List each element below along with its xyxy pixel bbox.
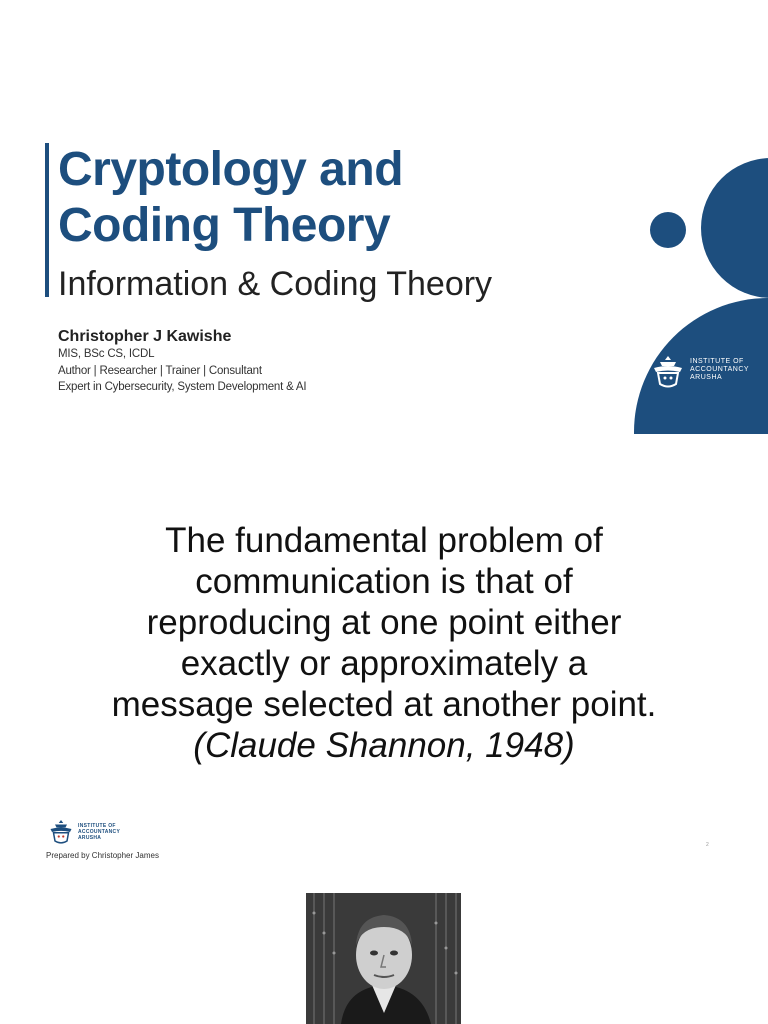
quote-line: message selected at another point.	[111, 685, 657, 724]
institute-name-small	[78, 823, 120, 841]
title-line-1: Cryptology and	[58, 143, 404, 196]
quote-line: communication is that of	[195, 562, 573, 601]
decorative-dot	[650, 212, 686, 248]
institute-name	[690, 358, 749, 382]
logo-text-line: ACCOUNTANCY	[690, 366, 750, 373]
quote-line: reproducing at one point either	[146, 603, 622, 642]
prepared-by: Prepared by Christopher James	[46, 851, 159, 860]
title-line-2: Coding Theory	[58, 199, 391, 252]
portrait-illustration	[306, 893, 461, 1024]
institute-crest-icon	[46, 817, 76, 847]
slide-subtitle: Information & Coding Theory	[58, 265, 493, 303]
decorative-circle	[701, 158, 768, 298]
logo-text-line: INSTITUTE OF	[78, 823, 116, 829]
slide-title	[58, 142, 403, 254]
author-expertise: Expert in Cybersecurity, System Development & AI	[58, 381, 307, 393]
author-name: Christopher J Kawishe	[58, 328, 232, 345]
logo-text-line: ARUSHA	[78, 835, 102, 841]
author-roles: Author | Researcher | Trainer | Consultant	[58, 365, 262, 377]
quote-line: The fundamental problem of	[165, 521, 603, 560]
shannon-quote	[30, 520, 738, 766]
institute-crest-icon	[648, 352, 688, 392]
logo-text-line: ARUSHA	[690, 374, 723, 381]
portrait-photo	[306, 893, 461, 1024]
title-accent-bar	[45, 143, 49, 297]
title-slide	[0, 0, 768, 434]
logo-text-line: INSTITUTE OF	[690, 358, 744, 365]
quote-line: exactly or approximately a	[180, 644, 588, 683]
author-credentials: MIS, BSc CS, ICDL	[58, 348, 155, 360]
quote-citation: (Claude Shannon, 1948)	[193, 726, 575, 765]
page-number: 2	[706, 842, 709, 848]
logo-text-line: ACCOUNTANCY	[78, 829, 121, 835]
